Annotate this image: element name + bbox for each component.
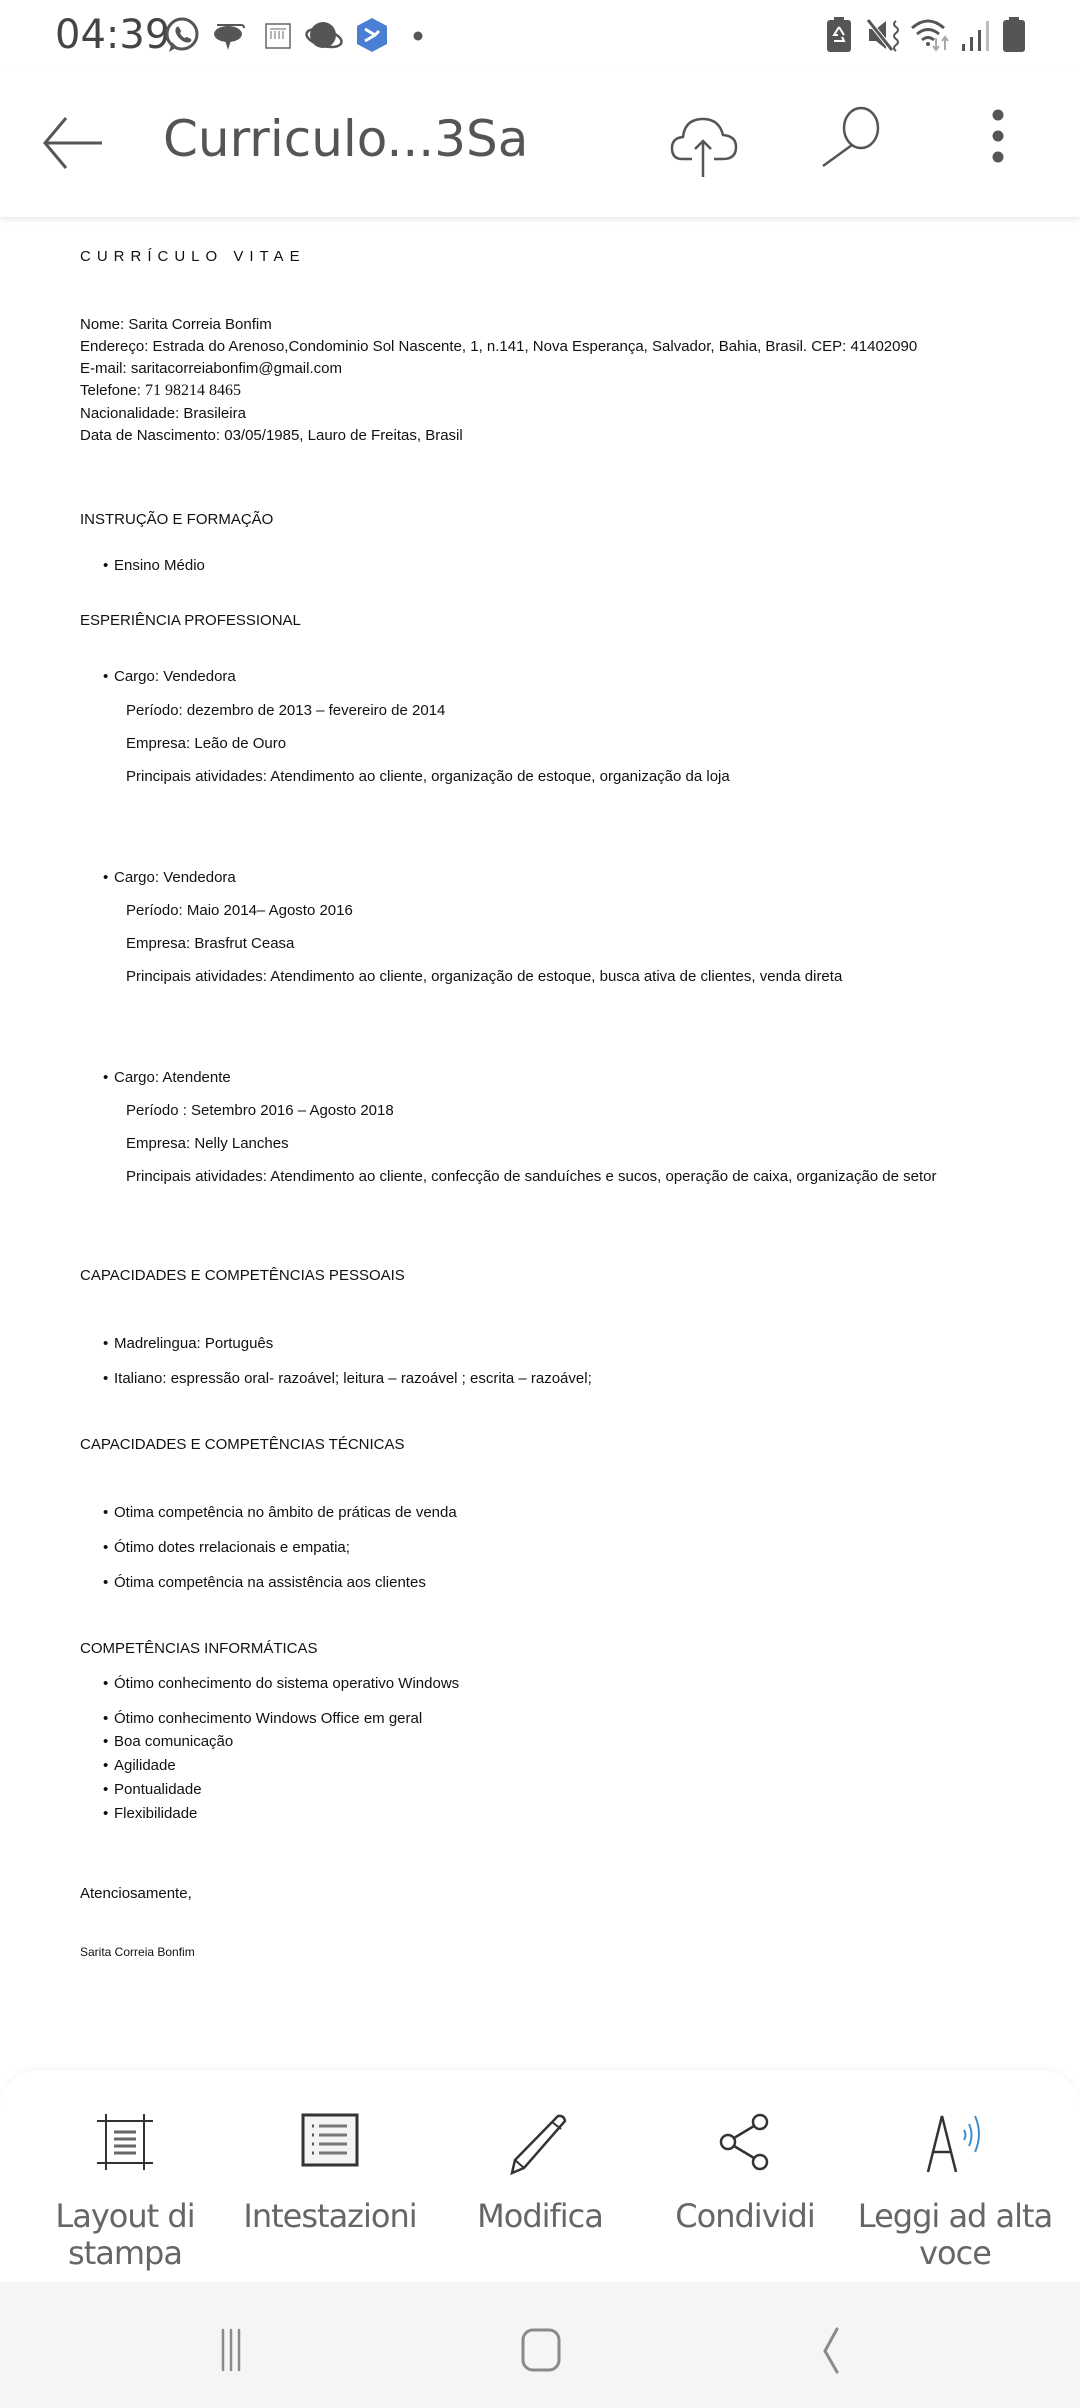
label-line: Layout di	[55, 2197, 195, 2235]
recent-apps-icon[interactable]	[165, 2282, 315, 2408]
search-icon[interactable]	[818, 106, 884, 168]
section-heading-education: INSTRUÇÃO E FORMAÇÃO	[80, 511, 274, 528]
job-periodo: Período: Maio 2014– Agosto 2016	[126, 902, 353, 919]
more-vert-icon[interactable]	[988, 106, 1008, 168]
cloud-upload-icon[interactable]	[670, 115, 738, 177]
personal-skill-item: • Italiano: espressão oral- razoável; leitura – razoável ; escrita – razoável;	[103, 1370, 592, 1387]
phone-line	[80, 382, 241, 400]
technical-skill-item: • Ótimo dotes rrelacionais e empatia;	[103, 1539, 350, 1556]
back-icon[interactable]	[768, 2282, 918, 2408]
read-aloud-button[interactable]	[855, 2070, 1055, 2282]
print-layout-label	[40, 2198, 210, 2272]
computer-skill-item: • Ótimo conhecimento do sistema operativo Windows	[103, 1675, 459, 1692]
edit-label: Modifica	[477, 2197, 603, 2235]
technical-skill-item: • Otima competência no âmbito de práticas de venda	[103, 1504, 457, 1521]
battery-icon	[1002, 17, 1026, 53]
label-line: voce	[919, 2234, 991, 2272]
job-empresa: Empresa: Nelly Lanches	[126, 1135, 289, 1152]
job-empresa: Empresa: Leão de Ouro	[126, 735, 287, 752]
mute-vibrate-icon	[866, 18, 902, 52]
headings-label: Intestazioni	[243, 2197, 417, 2235]
name-line: Nome: Sarita Correia Bonfim	[80, 316, 272, 333]
closing-text: Atenciosamente,	[80, 1885, 192, 1902]
label-line: Leggi ad alta	[857, 2197, 1053, 2235]
personal-skill-item: • Madrelingua: Português	[103, 1335, 273, 1352]
headings-list-icon	[300, 2112, 360, 2168]
education-item: • Ensino Médio	[103, 557, 205, 574]
pencil-icon	[508, 2112, 572, 2174]
job-cargo: • Cargo: Vendedora	[103, 668, 236, 685]
share-icon	[716, 2112, 774, 2172]
share-label: Condividi	[675, 2197, 815, 2235]
status-time: 04:39	[55, 12, 171, 58]
document-title: Curriculo...3Sa	[163, 110, 529, 168]
job-atividades: Principais atividades: Atendimento ao cliente, confecção de sanduíches e sucos, operação de caixa, organização de setor	[126, 1168, 937, 1185]
computer-skill-item: • Pontualidade	[103, 1781, 202, 1798]
label-line: stampa	[68, 2234, 182, 2272]
read-aloud-icon	[924, 2112, 986, 2174]
whatsapp-icon	[163, 16, 201, 56]
job-atividades: Principais atividades: Atendimento ao cliente, organização de estoque, busca ativa de clientes, venda direta	[126, 968, 843, 985]
email-line: E-mail: saritacorreiabonfim@gmail.com	[80, 360, 342, 377]
back-arrow-icon[interactable]	[40, 112, 106, 172]
section-heading-personal-skills: CAPACIDADES E COMPETÊNCIAS PESSOAIS	[80, 1267, 405, 1284]
job-periodo: Período : Setembro 2016 – Agosto 2018	[126, 1102, 394, 1119]
job-empresa: Empresa: Brasfrut Ceasa	[126, 935, 295, 952]
edit-button[interactable]	[450, 2070, 630, 2282]
print-layout-icon	[94, 2112, 156, 2172]
app-bar	[0, 70, 1080, 217]
print-layout-button[interactable]	[40, 2070, 210, 2282]
section-heading-computer-skills: COMPETÊNCIAS INFORMÁTICAS	[80, 1640, 318, 1657]
job-cargo: • Cargo: Vendedora	[103, 869, 236, 886]
bottom-toolbar	[0, 2070, 1080, 2282]
status-bar	[0, 0, 1080, 70]
app-hexagon-icon	[355, 17, 389, 53]
computer-skill-item: • Flexibilidade	[103, 1805, 197, 1822]
signal-icon	[960, 20, 990, 52]
planet-icon	[303, 20, 345, 52]
gallery-icon	[265, 23, 291, 49]
job-atividades: Principais atividades: Atendimento ao cliente, organização de estoque, organização da loja	[126, 768, 730, 785]
phone-label: Telefone:	[80, 382, 146, 399]
system-nav-bar	[0, 2282, 1080, 2408]
battery-saver-icon	[826, 17, 852, 53]
signature-name: Sarita Correia Bonfim	[80, 1945, 195, 1959]
computer-skill-item: • Boa comunicação	[103, 1733, 233, 1750]
birth-line: Data de Nascimento: 03/05/1985, Lauro de Freitas, Brasil	[80, 427, 463, 444]
computer-skill-item: • Ótimo conhecimento Windows Office em geral	[103, 1710, 422, 1727]
wifi-icon	[910, 18, 952, 52]
job-cargo: • Cargo: Atendente	[103, 1069, 231, 1086]
document-page[interactable]	[0, 217, 1080, 2070]
section-heading-technical-skills: CAPACIDADES E COMPETÊNCIAS TÉCNICAS	[80, 1436, 405, 1453]
section-heading-experience: ESPERIÊNCIA PROFESSIONAL	[80, 612, 301, 629]
read-aloud-label	[855, 2198, 1055, 2272]
job-periodo: Período: dezembro de 2013 – fevereiro de 2014	[126, 702, 446, 719]
address-line: Endereço: Estrada do Arenoso,Condominio Sol Nascente, 1, n.141, Nova Esperança, Salvador, Bahia, Brasil. CEP: 41402090	[80, 338, 918, 355]
nationality-line: Nacionalidade: Brasileira	[80, 405, 246, 422]
phone-number: 71 98214 8465	[145, 382, 242, 399]
chat-bubble-icon	[213, 22, 245, 52]
technical-skill-item: • Ótima competência na assistência aos clientes	[103, 1574, 426, 1591]
share-button[interactable]	[655, 2070, 835, 2282]
computer-skill-item: • Agilidade	[103, 1757, 176, 1774]
dot-icon	[412, 30, 424, 42]
document-heading: CURRÍCULO VITAE	[80, 248, 306, 265]
headings-button[interactable]	[240, 2070, 420, 2282]
home-icon[interactable]	[467, 2282, 617, 2408]
